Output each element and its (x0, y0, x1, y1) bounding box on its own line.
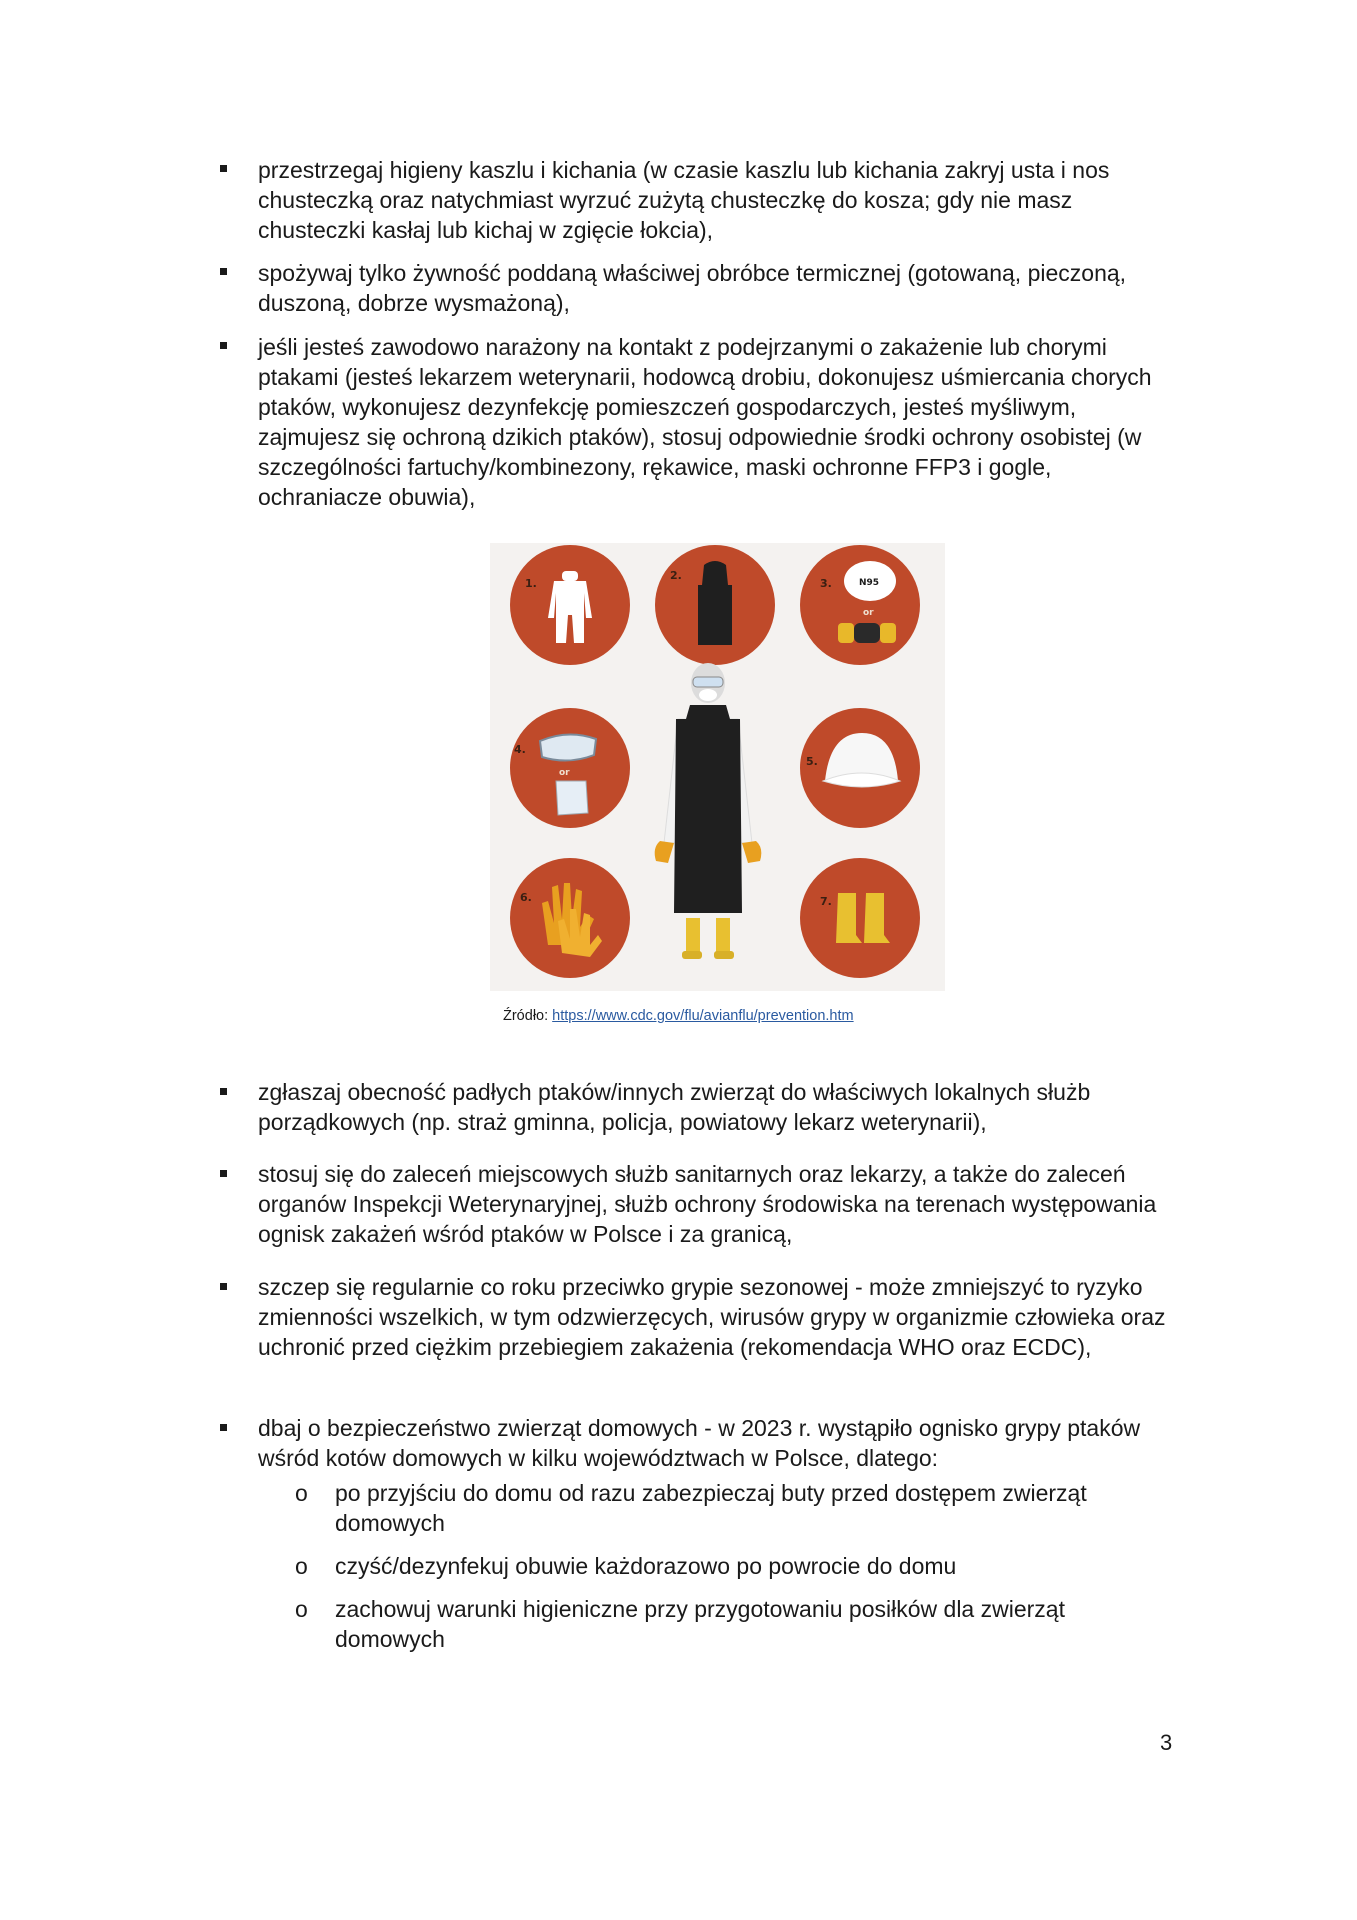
source-link[interactable]: https://www.cdc.gov/flu/avianflu/prevention.htm (552, 1008, 854, 1024)
figure-source (503, 1008, 854, 1024)
or-label-2: or (559, 768, 570, 778)
square-bullet-icon (220, 165, 227, 172)
page-number: 3 (1160, 1730, 1173, 1755)
sub-list-item-text: zachowuj warunki higieniczne przy przygotowaniu posiłków dla zwierząt domowych (335, 1596, 1065, 1652)
boots-icon (800, 858, 920, 978)
square-bullet-icon (220, 342, 227, 349)
ppe-figure (490, 543, 945, 991)
square-bullet-icon (220, 1088, 227, 1095)
square-bullet-icon (220, 1170, 227, 1177)
hair-cover-icon (800, 708, 920, 828)
list-item-text: szczep się regularnie co roku przeciwko grypie sezonowej - może zmniejszyć to ryzyko zmienności wszelkich, w tym odzwierzęcych, wirusów grypy w organizmie człowieka oraz uchronić przed ciężkim przebiegiem zakażenia (rekomendacja WHO oraz ECDC), (258, 1274, 1166, 1360)
apron-icon (655, 545, 775, 665)
goggles-icon (510, 708, 630, 828)
figure-label-6: 6. (520, 891, 532, 904)
figure-label-5: 5. (806, 755, 818, 768)
list-item-text: dbaj o bezpieczeństwo zwierząt domowych - w 2023 r. wystąpiło ognisko grypy ptaków wśród kotów domowych w kilku województwach w Polsce, dlatego: (258, 1415, 1141, 1471)
square-bullet-icon (220, 1283, 227, 1290)
mask-label: N95 (859, 578, 880, 588)
figure-label-4: 4. (514, 743, 526, 756)
coverall-icon (510, 545, 630, 665)
list-item-text: spożywaj tylko żywność poddaną właściwej obróbce termicznej (gotowaną, pieczoną, duszoną, dobrze wysmażoną), (258, 260, 1127, 316)
gloves-icon (510, 858, 630, 978)
list-item-text: stosuj się do zaleceń miejscowych służb sanitarnych oraz lekarzy, a także do zaleceń organów Inspekcji Weterynaryjnej, służb ochrony środowiska na terenach występowania ognisk zakażeń wśród ptaków w Polsce i za granicą, (258, 1161, 1157, 1247)
sub-list-item-text: czyść/dezynfekuj obuwie każdorazowo po powrocie do domu (335, 1553, 957, 1579)
list-item-text: jeśli jesteś zawodowo narażony na kontakt z podejrzanymi o zakażenie lub chorymi ptakami (jesteś lekarzem weterynarii, hodowcą drobiu, dokonujesz uśmiercania chorych ptaków, wykonujesz dezynfekcję pomieszczeń gospodarczych, jesteś myśliwym, zajmujesz się ochroną dzikich ptaków), stosuj odpowiednie środki ochrony osobistej (w szczególności fartuchy/kombinezony, rękawice, maski ochronne FFP3 i gogle, ochraniacze obuwia), (258, 334, 1152, 510)
list-item-text: zgłaszaj obecność padłych ptaków/innych zwierząt do właściwych lokalnych służb porządkowych (np. straż gminna, policja, powiatowy lekarz weterynarii), (258, 1079, 1091, 1135)
figure-label-1: 1. (525, 577, 537, 590)
circle-bullet-icon: o (295, 1553, 308, 1579)
figure-label-3: 3. (820, 577, 832, 590)
sub-list-item-text: po przyjściu do domu od razu zabezpieczaj buty przed dostępem zwierząt domowych (335, 1480, 1087, 1536)
circle-bullet-icon: o (295, 1480, 308, 1506)
figure-label-7: 7. (820, 895, 832, 908)
square-bullet-icon (220, 268, 227, 275)
respirator-mask-icon (800, 545, 920, 665)
source-prefix: Źródło: (503, 1008, 553, 1024)
list-item-text: przestrzegaj higieny kaszlu i kichania (w czasie kaszlu lub kichania zakryj usta i nos chusteczką oraz natychmiast wyrzuć zużytą chusteczkę do kosza; gdy nie masz chusteczki kasłaj lub kichaj w zgięcie łokcia), (258, 157, 1110, 243)
or-label: or (863, 608, 874, 618)
square-bullet-icon (220, 1424, 227, 1431)
circle-bullet-icon: o (295, 1596, 308, 1622)
figure-label-2: 2. (670, 569, 682, 582)
